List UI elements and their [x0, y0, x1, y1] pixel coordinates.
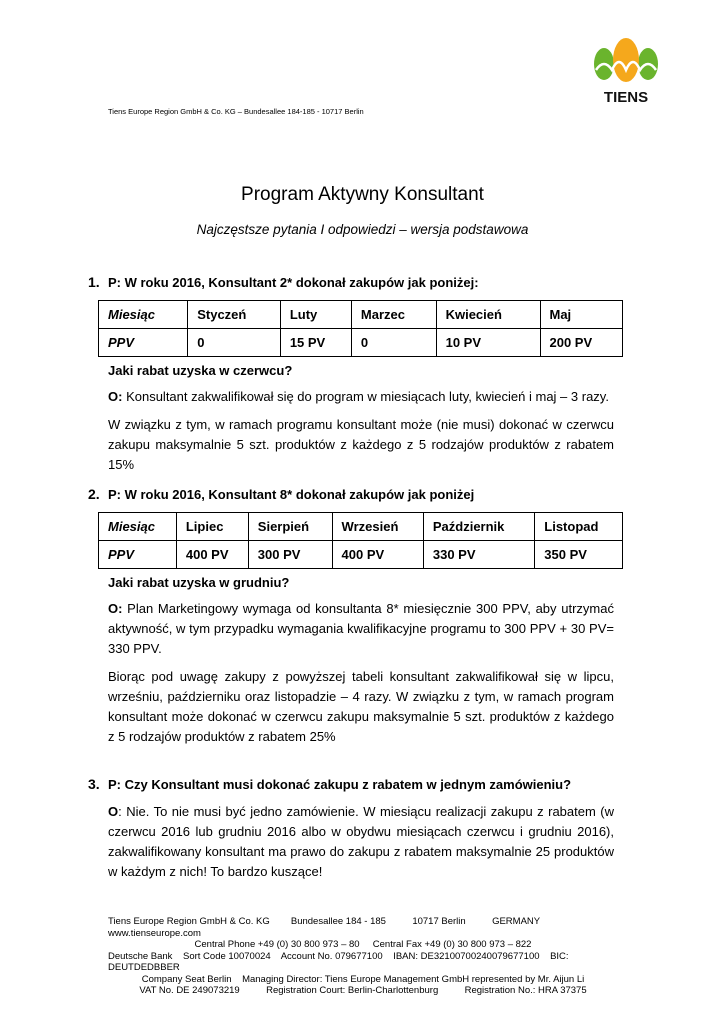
table-cell: 200 PV	[540, 329, 623, 357]
table-cell: 0	[188, 329, 281, 357]
table-cell: Styczeń	[188, 301, 281, 329]
footer-line: VAT No. DE 249073219 Registration Court: Berlin-Charlottenburg Registration No.: HRA 37375	[139, 985, 587, 996]
footer-line: Tiens Europe Region GmbH & Co. KG Bundesallee 184 - 185 10717 Berlin GERMANY	[108, 916, 541, 927]
answer-label: O	[108, 804, 119, 819]
question-number: 1.	[88, 274, 100, 290]
table-cell: 400 PV	[332, 541, 423, 569]
page-title: Program Aktywny Konsultant	[241, 184, 484, 205]
tiens-logo	[590, 36, 662, 106]
followup-question: Jaki rabat uzyska w grudniu?	[108, 575, 290, 590]
followup-question: Jaki rabat uzyska w czerwcu?	[108, 363, 293, 378]
table-cell: PPV	[99, 541, 177, 569]
table-cell: Lipiec	[176, 513, 248, 541]
answer-3	[108, 802, 614, 882]
table-cell: Marzec	[351, 301, 436, 329]
question-3	[88, 775, 623, 794]
table-header-row	[99, 513, 623, 541]
table-cell: 15 PV	[280, 329, 351, 357]
footer	[108, 916, 618, 997]
footer-line: Company Seat Berlin Managing Director: Tiens Europe Management GmbH represented by Mr. Aijun Li	[141, 973, 585, 985]
answer-text: Plan Marketingowy wymaga od konsultanta 8* miesięcznie 300 PPV, aby utrzymać aktywność, w tym przypadku wymagania kwalifikacyjne programu to 300 PPV + 30 PV= 330 PPV.	[108, 601, 614, 656]
question-number: 2.	[88, 486, 100, 502]
footer-line: DEUTDEDBBER	[108, 962, 180, 973]
answer-paragraph: Biorąc pod uwagę zakupy z powyższej tabeli konsultant zakwalifikował się w lipcu, wrześniu, październiku oraz listopadzie – 4 razy. W związku z tym, w ramach program konsultant może dokonać w czerwcu zakupu maksymalnie 5 szt. produktów z każdego z 5 rodzajów produktów z rabatem 25%	[108, 669, 614, 744]
purchases-table-2	[98, 512, 623, 569]
answer-1	[108, 387, 614, 407]
footer-line: Deutsche Bank Sort Code 10070024 Account No. 079677100 IBAN: DE32100700240079677100 BIC:	[108, 950, 569, 962]
question-text: P: W roku 2016, Konsultant 8* dokonał zakupów jak poniżej	[108, 487, 475, 502]
svg-text:TIENS: TIENS	[603, 89, 649, 106]
table-cell: 10 PV	[436, 329, 540, 357]
table-cell: Maj	[540, 301, 623, 329]
table-cell: Miesiąc	[99, 301, 188, 329]
header-company-line: Tiens Europe Region GmbH & Co. KG – Bundesallee 184-185 - 10717 Berlin	[108, 107, 364, 116]
answer-label: O:	[108, 601, 123, 616]
table-cell: 300 PV	[248, 541, 332, 569]
question-2	[88, 485, 623, 504]
table-header-row	[99, 301, 623, 329]
answer-label: O:	[108, 389, 123, 404]
table-cell: Sierpień	[248, 513, 332, 541]
table-cell: Luty	[280, 301, 351, 329]
answer-paragraph: W związku z tym, w ramach programu konsultant może (nie musi) dokonać w czerwcu zakupu maksymalnie 5 szt. produktów z każdego z 5 rodzajów produktów z rabatem 15%	[108, 417, 614, 472]
footer-website: www.tienseurope.com	[108, 927, 201, 939]
question-text: P: W roku 2016, Konsultant 2* dokonał zakupów jak poniżej:	[108, 275, 479, 290]
question-1	[88, 273, 623, 292]
table-cell: PPV	[99, 329, 188, 357]
table-cell: 350 PV	[535, 541, 623, 569]
table-cell: Miesiąc	[99, 513, 177, 541]
table-cell: 400 PV	[176, 541, 248, 569]
table-row	[99, 329, 623, 357]
table-cell: Wrzesień	[332, 513, 423, 541]
question-text: P: Czy Konsultant musi dokonać zakupu z rabatem w jednym zamówieniu?	[108, 777, 572, 792]
page-subtitle: Najczęstsze pytania I odpowiedzi – wersja podstawowa	[196, 222, 529, 237]
table-cell: Kwiecień	[436, 301, 540, 329]
footer-line: Central Phone +49 (0) 30 800 973 – 80 Central Fax +49 (0) 30 800 973 – 822	[194, 939, 532, 950]
table-cell: Październik	[423, 513, 534, 541]
main-content	[88, 273, 623, 882]
table-cell: 0	[351, 329, 436, 357]
purchases-table-1	[98, 300, 623, 357]
answer-text: : Nie. To nie musi być jedno zamówienie. W miesiącu realizacji zakupu z rabatem (w czerwcu 2016 lub grudniu 2016 albo w obydwu miesiącach czerwcu i grudniu 2016), zakwalifikowany konsultant ma prawo do zakupu z rabatem maksymalnie 25 produktów w każdym z nich! To bardzo kuszące!	[108, 804, 614, 879]
table-row	[99, 541, 623, 569]
table-cell: Listopad	[535, 513, 623, 541]
answer-text: Konsultant zakwalifikował się do program w miesiącach luty, kwiecień i maj – 3 razy.	[122, 389, 609, 404]
table-cell: 330 PV	[423, 541, 534, 569]
question-number: 3.	[88, 776, 100, 792]
answer-2	[108, 599, 614, 659]
